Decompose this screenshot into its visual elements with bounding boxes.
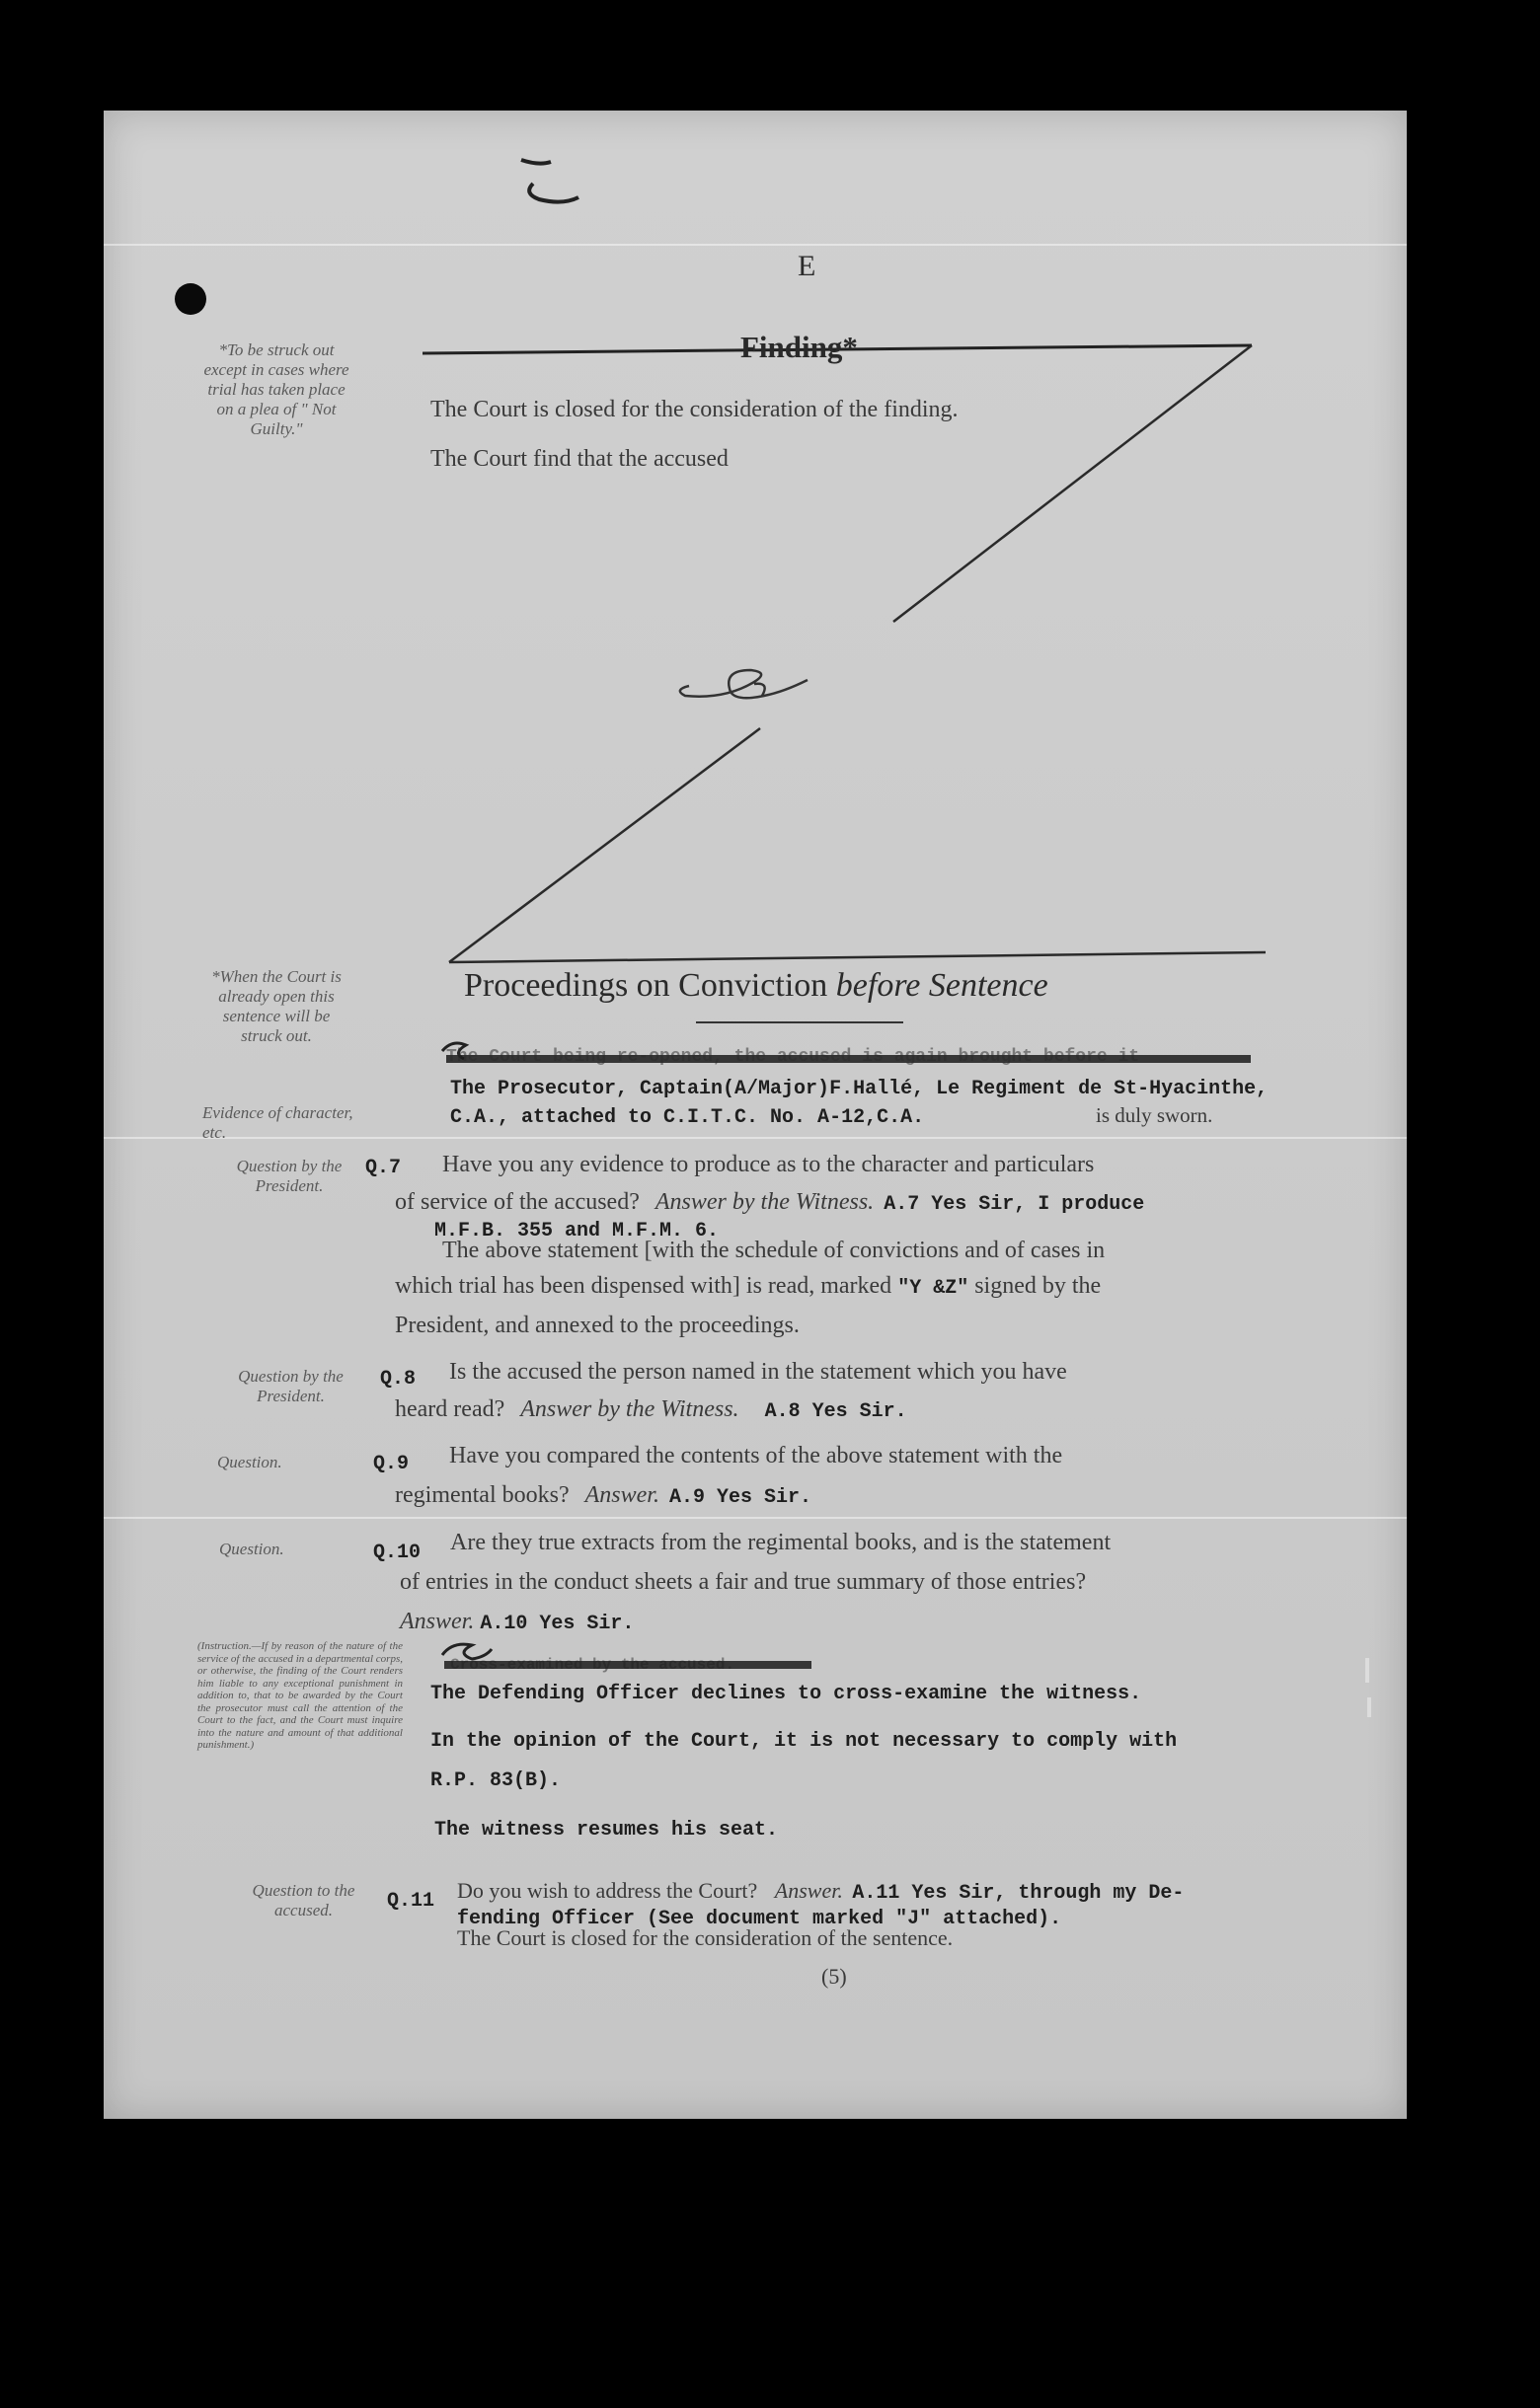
q11-margin-note: Question to the accused. (252, 1881, 355, 1919)
opinion-line-1: In the opinion of the Court, it is not necessary to comply with (430, 1730, 1178, 1753)
q7-margin-note: Question by the President. (236, 1157, 343, 1195)
statement-line-2 (395, 1273, 1101, 1300)
q8-text-2: heard read? (395, 1396, 505, 1422)
q8-answer-label: Answer by the Witness. (520, 1396, 739, 1422)
finding-heading: Finding* (740, 330, 858, 364)
header-letter: E (798, 250, 816, 282)
q10-number: Q.10 (373, 1542, 422, 1564)
page-number: (5) (821, 1964, 847, 1989)
q9-line-2 (395, 1482, 811, 1509)
duly-sworn: is duly sworn. (1096, 1103, 1213, 1127)
q9-answer-label: Answer. (584, 1482, 659, 1508)
q10-answer-label: Answer. (400, 1609, 475, 1634)
q11-number: Q.11 (387, 1890, 435, 1913)
statement-mark: "Y &Z" (897, 1277, 969, 1300)
q10-answer: A.10 Yes Sir. (480, 1613, 635, 1635)
q7-line-2 (395, 1189, 1144, 1216)
instruction-margin-note: (Instruction.—If by reason of the nature of the service of the accused in a departmental corps, or otherwise, the finding of the Court renders him liable to any exceptional punishment in addition to, that to be awarded by the Court the prosecutor must call the attention of the Court to the fact, and the Court must inquire into the nature and amount of that additional punishment.) (197, 1640, 403, 1751)
q9-number: Q.9 (373, 1453, 410, 1475)
court-closed-sentence: The Court is closed for the consideration of the sentence. (457, 1925, 954, 1950)
statement-line-1: The above statement [with the schedule of convictions and of cases in (442, 1238, 1106, 1263)
struck-reopened-line: The Court being re-opened, the accused is again brought before it (446, 1047, 1140, 1067)
witness-resumes: The witness resumes his seat. (434, 1819, 779, 1842)
q7-answer: A.7 Yes Sir, I produce (884, 1193, 1145, 1216)
scribble-mark (521, 160, 578, 202)
statement-text-2a: which trial has been dispensed with] is read, marked (395, 1273, 892, 1299)
strike-diagonal-lower (449, 728, 760, 962)
q10-margin-note: Question. (219, 1540, 284, 1558)
q8-text-1: Is the accused the person named in the statement which you have (449, 1359, 1067, 1385)
prosecutor-line-2: C.A., attached to C.I.T.C. No. A-12,C.A. (450, 1106, 925, 1129)
q8-margin-note: Question by the President. (238, 1367, 344, 1405)
conviction-heading-italic: before Sentence (835, 967, 1048, 1004)
q10-line-3 (400, 1609, 634, 1635)
q7-number: Q.7 (365, 1157, 402, 1179)
prosecutor-line-1: The Prosecutor, Captain(A/Major)F.Hallé, Le Regiment de St-Hyacinthe, (450, 1078, 1269, 1100)
q9-margin-note: Question. (217, 1453, 282, 1471)
finding-margin-note: *To be struck out except in cases where trial has taken place on a plea of " Not Guilty." (203, 340, 349, 438)
q8-line-2 (395, 1396, 907, 1423)
struck-cross-examined: Cross-examined by the accused. (450, 1656, 735, 1674)
finding-line-1: The Court is closed for the consideration of the finding. (430, 397, 959, 422)
q7-answer-2: M.F.B. 355 and M.F.M. 6. (434, 1220, 720, 1242)
q11-line-1 (457, 1878, 1184, 1905)
q7-text-2: of service of the accused? (395, 1189, 640, 1215)
opinion-line-2: R.P. 83(B). (430, 1769, 562, 1792)
defending-officer-line: The Defending Officer declines to cross-examine the witness. (430, 1683, 1142, 1705)
evidence-margin-note: Evidence of character, etc. (202, 1103, 353, 1142)
conviction-margin-note: *When the Court is already open this sentence will be struck out. (211, 967, 342, 1045)
q10-text-1: Are they true extracts from the regimental books, and is the statement (450, 1530, 1112, 1555)
q7-text-1: Have you any evidence to produce as to the character and particulars (442, 1152, 1095, 1177)
strike-diagonal-upper (893, 345, 1252, 622)
q8-answer: A.8 Yes Sir. (764, 1400, 907, 1423)
conviction-heading (464, 967, 1048, 1005)
q11-answer: A.11 Yes Sir, through my De- (852, 1882, 1185, 1905)
q9-answer: A.9 Yes Sir. (668, 1486, 811, 1509)
initials-signature (680, 670, 808, 698)
finding-line-2: The Court find that the accused (430, 446, 729, 472)
conviction-heading-regular: Proceedings on Conviction (464, 967, 828, 1004)
q8-number: Q.8 (380, 1368, 417, 1391)
q9-text-1: Have you compared the contents of the above statement with the (449, 1443, 1063, 1468)
statement-text-2b: signed by the (974, 1273, 1102, 1299)
q7-answer-label: Answer by the Witness. (654, 1189, 875, 1215)
punch-hole (175, 283, 206, 315)
finding-bottom-rule (449, 952, 1266, 962)
q9-text-2: regimental books? (395, 1482, 570, 1508)
q11-answer-label: Answer. (774, 1878, 843, 1903)
statement-line-3: President, and annexed to the proceedings. (395, 1313, 800, 1338)
q10-text-2: of entries in the conduct sheets a fair and true summary of those entries? (400, 1569, 1087, 1595)
q11-answer-2: fending Officer (See document marked "J" attached). (457, 1908, 1062, 1930)
q11-text: Do you wish to address the Court? (457, 1878, 758, 1903)
